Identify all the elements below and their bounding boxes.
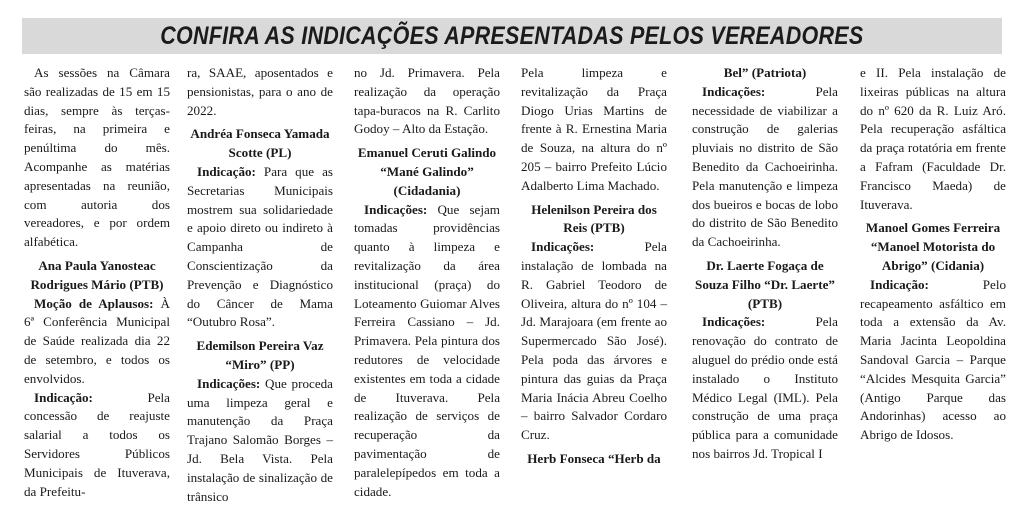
item-text: Pela instalação de lombada na R. Gabriel Teodoro de Oliveira, altura do nº 104 – Jd. Marajoara (em frente ao Supermercado São José). Pela poda das árvores e pintura das guias da Praça Maria Inácia Abreu Coelho – bairro Salvador Cordaro Cruz. xyxy=(521,239,667,443)
intro-paragraph: As sessões na Câmara são realizadas de 15 em 15 dias, sempre às terças-feiras, na primeira e penúltima do mês. Acompanhe as matérias apresentadas na reunião, com autoria dos vereadores, e por ordem alfabética. xyxy=(24,65,170,250)
item-label: Indicações: xyxy=(702,83,766,99)
column-5 xyxy=(692,64,838,472)
article-columns xyxy=(22,64,1008,504)
councilor-name: Dr. Laerte Fogaça de Souza Filho “Dr. Laerte” (PTB) xyxy=(695,257,835,311)
councilor-name: Manoel Gomes Ferreira “Manoel Motorista do Abrigo” (Cidania) xyxy=(865,220,1001,273)
column-3 xyxy=(354,64,500,499)
councilor-name: Emanuel Ceruti Galindo “Mané Galindo” (Cidadania) xyxy=(357,145,497,198)
column-6 xyxy=(860,64,1006,472)
item-text: Para que as Secretarias Municipais mostrem sua solidariedade e apoio direto ou indireto à Campanha de Conscientização da Prevenção e Diagnóstico do Câncer de Mama “Outubro Rosa”. xyxy=(187,163,333,330)
item-text: Pela renovação do contrato de aluguel do prédio onde está instalado o Instituto Médico Legal (IML). Pela construção de uma praça pública para a comunidade nos bairros Jd. Tropical I xyxy=(692,314,838,461)
page-title: CONFIRA AS INDICAÇÕES APRESENTADAS PELOS VEREADORES xyxy=(160,21,864,50)
column-2 xyxy=(187,64,333,504)
councilor-name: Edemilson Pereira Vaz “Miro” (PP) xyxy=(196,338,324,372)
councilor-name: Herb Fonseca “Herb da xyxy=(527,450,661,466)
item-text: Pela necessidade de viabilizar a construção de galerias pluviais no distrito de São Benedito da Cachoeirinha. Pela manutenção e limpeza dos bueiros e bocas de lobo do distrito de São Benedito da Cachoeirinha. xyxy=(692,83,838,250)
item-label: Moção de Aplausos: xyxy=(34,295,154,311)
continued-text: e II. Pela instalação de lixeiras públicas na altura do nº 620 da R. Luiz Aró. Pela recuperação asfáltica da praça rotatória em frente a Fafram (Faculdade Dr. Francisco Maeda) de Ituverava. xyxy=(860,65,1006,212)
item-text: Pelo recapeamento asfáltico em toda a extensão da Av. Maria Jacinta Leopoldina Sandoval Garcia – Parque “Alcides Mesquita Garcia” (Antigo Parque das Andorinhas) acesso ao Abrigo de Idosos. xyxy=(860,276,1006,443)
item-text: Que proceda uma limpeza geral e manutenção da Praça Trajano Salomão Borges – Jd. Bela Vista. Pela instalação de sinalização de trânsico xyxy=(187,375,333,504)
item-label: Indicação: xyxy=(870,276,929,292)
item-text: À 6ª Conferência Municipal de Saúde realizada dia 22 de setembro, e todos os envolvidos. xyxy=(24,295,170,386)
councilor-name: Helenilson Pereira dos Reis (PTB) xyxy=(531,201,657,236)
item-text: Pela concessão de reajuste salarial a todos os Servidores Públicos Municipais de Ituverava, da Prefeitu- xyxy=(24,389,170,499)
item-label: Indicações: xyxy=(364,201,428,217)
column-1 xyxy=(24,64,170,499)
councilor-name: Andréa Fonseca Yamada Scotte (PL) xyxy=(190,126,330,161)
continued-text: ra, SAAE, aposentados e pensionistas, para o ano de 2022. xyxy=(187,65,333,118)
header-band xyxy=(22,18,1002,54)
item-label: Indicações: xyxy=(531,239,595,255)
item-label: Indicação: xyxy=(34,389,93,405)
continued-text: no Jd. Primavera. Pela realização da operação tapa-buracos na R. Carlito Godoy – Alto da Estação. xyxy=(354,65,500,137)
continued-text: Pela limpeza e revitalização da Praça Diogo Urias Martins de frente à R. Ernestina Maria de Souza, na altura do nº 205 – bairro Prefeito Lúcio Adalberto Lima Machado. xyxy=(521,65,667,193)
item-label: Indicações: xyxy=(702,314,766,330)
councilor-name: Ana Paula Yanosteac Rodrigues Mário (PTB) xyxy=(30,257,164,292)
item-label: Indicação: xyxy=(197,163,256,179)
item-label: Indicações: xyxy=(197,375,261,391)
column-4 xyxy=(521,64,667,472)
councilor-name-continued: Bel” (Patriota) xyxy=(723,65,807,80)
item-text: Que sejam tomadas providências quanto à limpeza e revitalização da área institucional (praça) do Loteamento Guiomar Alves Ferreira Cassiano – Jd. Primavera. Pela pintura dos redutores de velocidade existentes em toda a cidade de Ituverava. Pela realização de serviços de recuperação da pavimentação de paralelepípedos em toda a cidade. xyxy=(354,201,500,499)
